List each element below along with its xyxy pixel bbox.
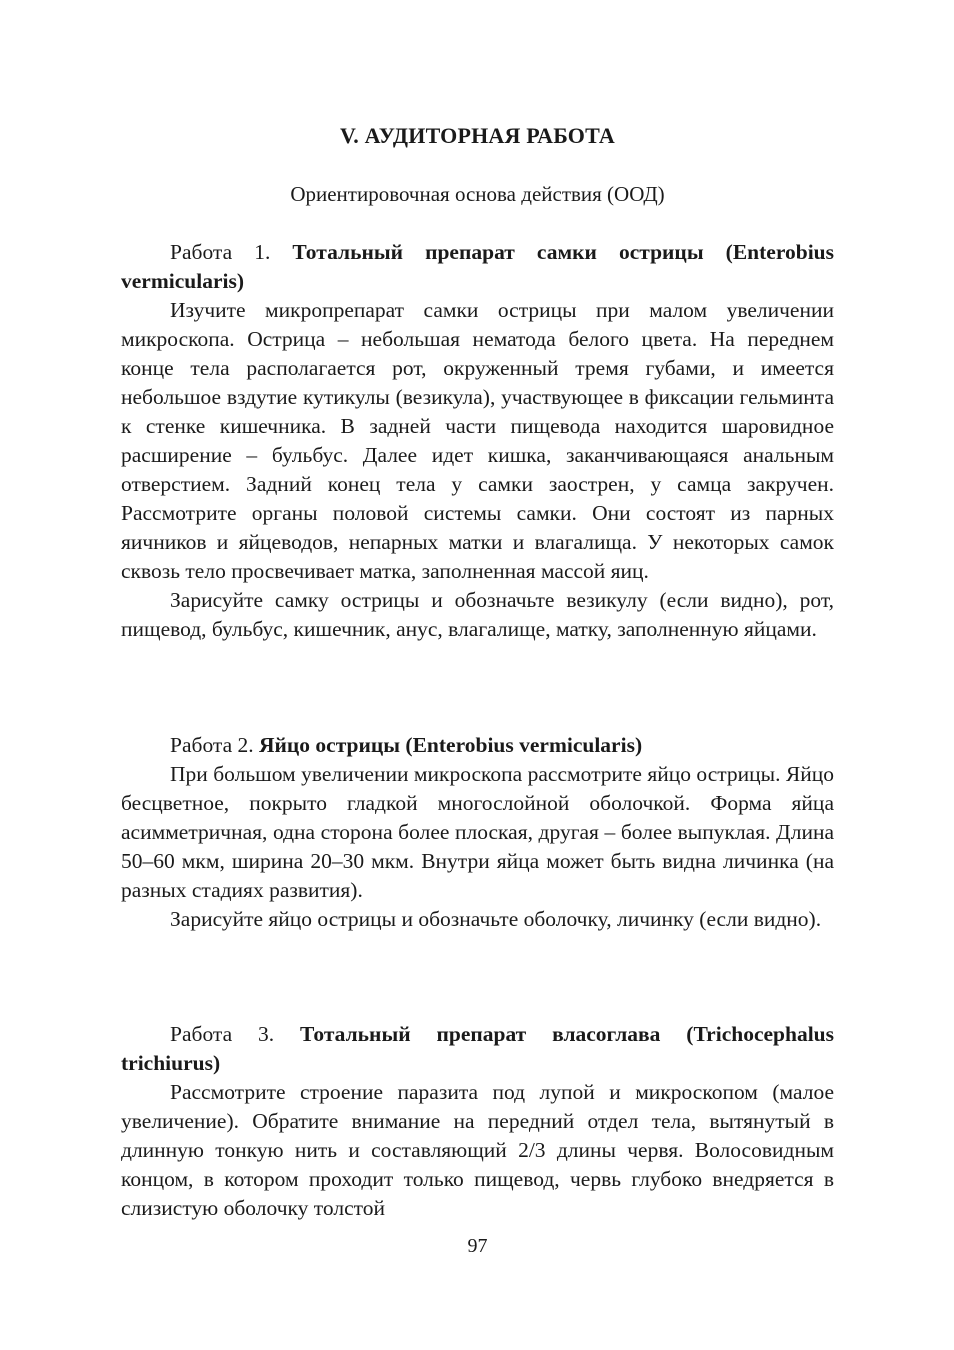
work-section-3 [121,1020,834,1223]
work-label: Работа 1. [170,240,293,264]
instruction-paragraph: Зарисуйте яйцо острицы и обозначьте оболочку, личинку (если видно). [170,907,822,931]
work-heading [121,731,834,760]
work-heading [121,238,834,296]
work-label: Работа 2. [170,733,259,757]
work-section-2 [121,731,834,934]
work-title: Яйцо острицы (Enterobius vermicularis) [258,733,643,757]
work-title: Тотальный препарат самки острицы (Enterobius vermicularis) [121,240,835,293]
instruction-paragraph: Зарисуйте самку острицы и обозначьте везикулу (если видно), рот, пищевод, бульбус, кишечник, анус, влагалище, матку, заполненную яйцами. [121,588,834,641]
body-paragraph: Рассмотрите строение паразита под лупой и микроскопом (малое увеличение). Обратите внимание на передний отдел тела, вытянутый в длинную тонкую нить и составляющий 2/3 длины червя. Волосовидным концом, в котором проходит только пищевод, червь глубоко внедряется в слизистую оболочку толстой [121,1080,834,1220]
chapter-title: V. АУДИТОРНАЯ РАБОТА [340,123,615,148]
body-paragraph: При большом увеличении микроскопа рассмотрите яйцо острицы. Яйцо бесцветное, покрыто гладкой многослойной оболочкой. Форма яйца асимметричная, одна сторона более плоская, другая – более выпуклая. Длина 50–60 мкм, ширина 20–30 мкм. Внутри яйца может быть видна личинка (на разных стадиях развития). [121,762,834,902]
document-page [121,0,834,1350]
page-number: 97 [467,1235,488,1257]
work-label: Работа 3. [170,1022,301,1046]
section-subtitle: Ориентировочная основа действия (ООД) [290,182,665,206]
work-title: Тотальный препарат власоглава (Trichocephalus trichiurus) [121,1022,834,1075]
work-section-1 [121,238,834,644]
body-paragraph: Изучите микропрепарат самки острицы при малом увеличении микроскопа. Острица – небольшая нематода белого цвета. На переднем конце тела располагается рот, окруженный тремя губами, и имеется небольшое вздутие кутикулы (везикула), участвующее в фиксации гельминта к стенке кишечника. В задней части пищевода находится шаровидное расширение – бульбус. Далее идет кишка, заканчивающаяся анальным отверстием. Задний конец тела у самки заострен, у самца закручен. Рассмотрите органы половой системы самки. Они состоят из парных яичников и яйцеводов, непарных матки и влагалища. У некоторых самок сквозь тело просвечивает матка, заполненная массой яиц. [121,298,834,583]
work-heading [121,1020,834,1078]
